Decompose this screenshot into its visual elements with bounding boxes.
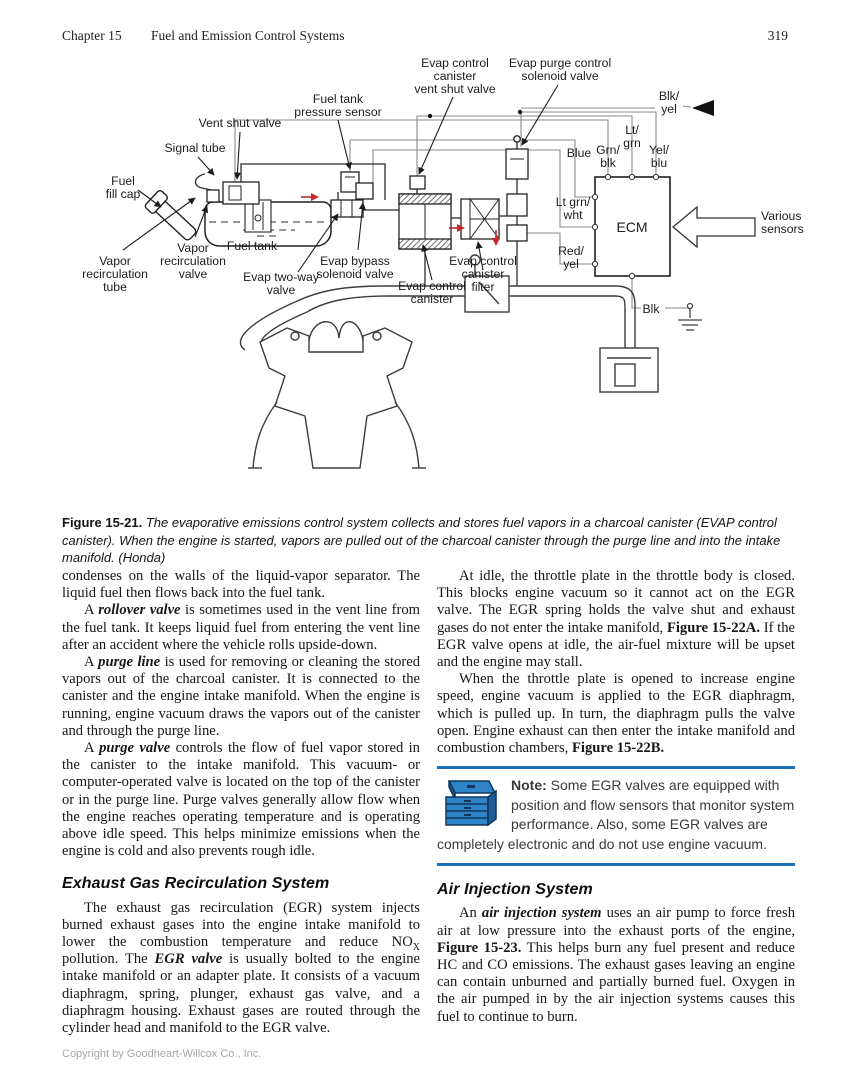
diagram-label-wire-blue: Blue: [566, 146, 592, 160]
egr-body: [62, 900, 420, 1038]
diagram-label-vapor-recirculation-tube: Vapor recirculation tube: [82, 254, 148, 294]
text-run: Figure 15-23.: [437, 939, 522, 956]
left-column: [62, 568, 420, 1037]
diagram-label-wire-lt-grn-wht: Lt grn/ wht: [555, 195, 591, 222]
evap-system-diagram: [55, 50, 815, 510]
page-number: 319: [767, 28, 788, 43]
diagram-label-evap-purge-control-solenoid-valve: Evap purge control solenoid valve: [508, 56, 612, 83]
text-run: Figure 15-22B.: [571, 740, 665, 757]
text-run: If the EGR valve opens at idle, the air-fuel mixture will be upset and the engine may stall.: [437, 619, 795, 671]
left-body: [62, 568, 420, 860]
diagram-label-fuel-tank: Fuel tank: [226, 239, 278, 253]
toolbox-icon: [437, 777, 501, 831]
right-body: [437, 568, 795, 757]
diagram-label-vent-shut-valve: Vent shut valve: [198, 116, 282, 130]
text-run: The evaporative emissions control system collects and stores fuel vapors in a charcoal canister (EVAP control canister). When the engine is started, vapors are pulled out of the charcoal canister through the purge line and into the intake manifold. (Honda): [62, 515, 781, 565]
connector-shape: [507, 225, 527, 241]
diagram-label-fuel-fill-cap: Fuel fill cap: [105, 174, 141, 201]
text-run: Figure 15-21.: [62, 515, 143, 530]
text-run: is sometimes used in the vent line from the fuel tank. It keeps liquid fuel from entering the vent line after an accident where the vehicle rolls upside-down.: [62, 602, 420, 653]
text-run: air injection system: [481, 905, 602, 922]
text-run: This helps burn any fuel present and reduce HC and CO emissions. The exhaust gases leaving an engine can contain unburned and partially burned fuel. Oxygen in the air pumped in by the air injection systems causes this fuel to continue to burn.: [437, 939, 795, 1025]
purge-solenoid-shape: [506, 149, 528, 179]
text-run: Figure 15-22A.: [666, 619, 760, 636]
diagram-label-wire-blk-yel: Blk/ yel: [658, 89, 680, 116]
figure-caption: [62, 514, 790, 567]
chapter-label: Chapter 15: [62, 28, 122, 43]
diagram-label-evap-control-canister-vent-shut-valve: Evap control canister vent shut valve: [414, 56, 496, 96]
right-column: [437, 568, 795, 1026]
paragraph: [62, 602, 420, 654]
diagram-label-evap-control-canister: Evap control canister: [398, 279, 466, 306]
paragraph: [62, 900, 420, 1038]
egr-section-heading: Exhaust Gas Recirculation System: [62, 875, 330, 893]
chapter-title: Fuel and Emission Control Systems: [151, 28, 345, 43]
paragraph: [62, 654, 420, 740]
diagram-label-various-sensors: Various sensors: [761, 209, 804, 236]
text-run: Note:: [511, 777, 547, 794]
diagram-label-wire-blk: Blk: [642, 302, 660, 316]
connector-shape: [507, 194, 527, 216]
harness-arrow: [692, 100, 714, 116]
two-way-valve-shape: [331, 200, 363, 217]
text-run: purge valve: [99, 740, 171, 757]
vapor-recirculation-valve-shape: [207, 190, 219, 202]
text-run: A: [84, 740, 100, 757]
canister-vent-valve-shape: [410, 176, 425, 189]
paragraph: [437, 568, 795, 671]
paragraph: [62, 568, 420, 602]
paragraph: [437, 905, 795, 1025]
text-run: uses an air pump to force fresh air at low pressure into the exhaust ports of the engine,: [437, 905, 795, 939]
text-run: is used for removing or cleaning the stored vapors out of the charcoal canister. It is connected to the canister and the engine intake manifold. When the engine is running, engine vacuum draws the vapors out of the canister and through the purge line.: [62, 654, 421, 739]
text-run: is usually bolted to the engine intake manifold or an adapter plate. It consists of a vacuum diaphragm, spring, plunger, exhaust gas valve, and a diaphragm housing. Exhaust gases are routed through the cylinder head and manifold to the EGR valve.: [62, 951, 420, 1037]
diagram-label-wire-lt-grn: Lt/ grn: [623, 123, 641, 150]
diagram-label-ecm: ECM: [616, 219, 648, 235]
text-run: controls the flow of fuel vapor stored in the canister to the intake manifold. This vacuum- or computer-operated valve is located on the top of the canister or in the purge line. Purge valves generally allow flow when the engine reaches operating temperature and is operating above idle speed. This helps minimize emissions when the engine is cold and also prevents rough idle.: [62, 740, 420, 860]
diagram-label-evap-control-canister-filter: Evap control canister filter: [449, 254, 517, 294]
air-injection-body: [437, 905, 795, 1025]
text-run: The exhaust gas recirculation (EGR) system injects burned exhaust gases into the engine intake manifold to lower the combustion temperature and reduce NO: [62, 899, 420, 951]
text-run: EGR valve: [154, 951, 223, 968]
bypass-solenoid-shape: [356, 183, 373, 199]
various-sensors-arrow: [673, 207, 755, 247]
note-box: [437, 766, 795, 866]
text-run: An: [459, 905, 482, 922]
paragraph: [62, 740, 420, 860]
paragraph: [437, 671, 795, 757]
text-run: condenses on the walls of the liquid-vapor separator. The liquid fuel then flows back into the fuel tank.: [62, 568, 420, 602]
wire-junction-dot: [428, 114, 432, 118]
diagram-label-signal-tube: Signal tube: [164, 141, 226, 155]
text-run: At idle, the throttle plate in the throttle body is closed. This blocks engine vacuum so it cannot act on the EGR valve. The EGR spring holds the valve shut and exhaust gases do not enter the intake manifold,: [437, 568, 795, 636]
copyright-footer: Copyright by Goodheart-Willcox Co., Inc.: [62, 1048, 262, 1060]
diagram-labels: [82, 56, 804, 316]
running-header: [62, 28, 788, 44]
diagram-label-wire-grn-blk: Grn/ blk: [596, 143, 620, 170]
diagram-label-vapor-recirculation-valve: Vapor recirculation valve: [160, 241, 226, 281]
fuel-fill-pipe: [144, 189, 201, 244]
text-run: purge line: [98, 654, 161, 671]
diagram-label-wire-yel-blu: Yel/ blu: [649, 143, 669, 170]
diagram-label-evap-bypass-solenoid-valve: Evap bypass solenoid valve: [316, 254, 394, 281]
text-run: Some EGR valves are equipped with position and flow sensors that monitor system performance. Also, some EGR valves are completely electronic and do not use engine vacuum.: [437, 777, 795, 852]
wire-junction-dot: [518, 110, 522, 114]
text-run: pollution. The: [62, 951, 155, 968]
text-run: rollover valve: [98, 602, 181, 619]
diagram-label-wire-red-yel: Red/ yel: [558, 244, 584, 271]
diagram-label-evap-two-way-valve: Evap two-way valve: [243, 270, 319, 297]
text-run: A: [84, 602, 99, 619]
diagram-label-fuel-tank-pressure-sensor: Fuel tank pressure sensor: [294, 92, 382, 119]
text-run: A: [84, 654, 99, 671]
text-run: When the throttle plate is opened to increase engine speed, engine vacuum is applied to the EGR diaphragm, which is pulled up. In turn, the diaphragm pulls the valve open. Engine exhaust can then enter the intake manifold and combustion chambers,: [437, 671, 795, 757]
air-injection-heading: Air Injection System: [437, 881, 593, 899]
text-run: X: [412, 941, 420, 953]
